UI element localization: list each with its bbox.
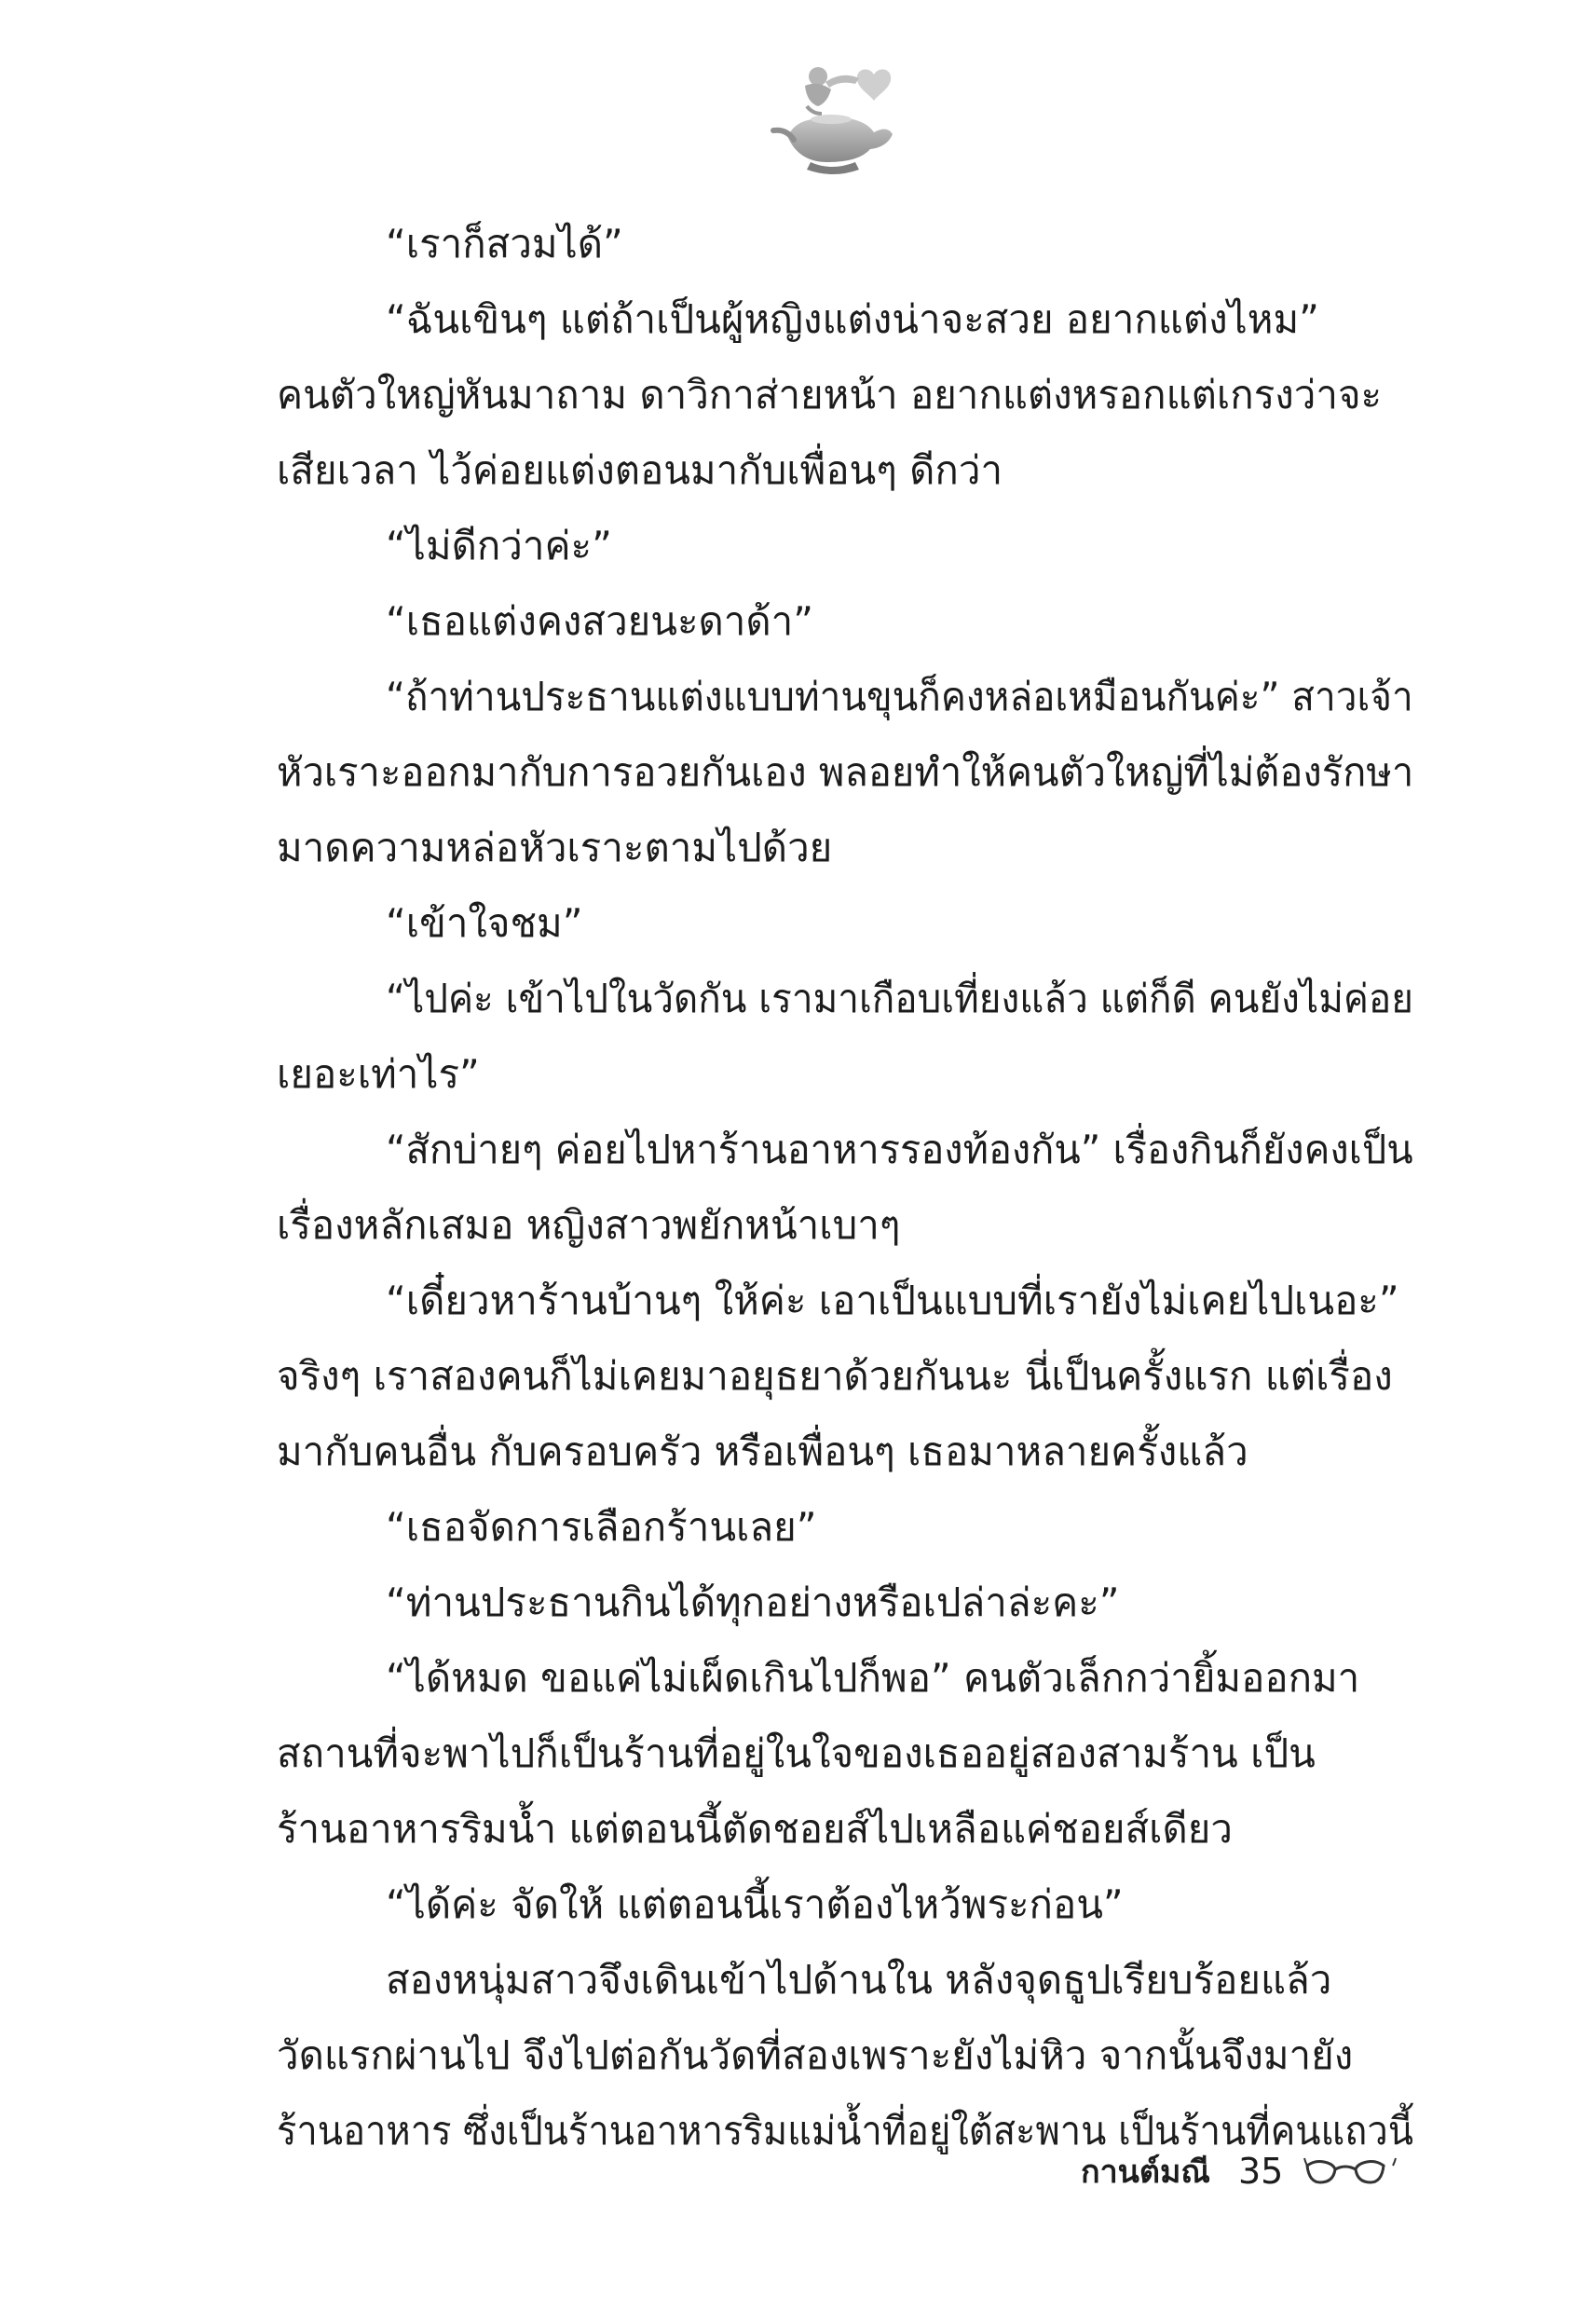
text-line: “เดี๋ยวหาร้านบ้านๆ ให้ค่ะ เอาเป็นแบบที่เรายังไม่เคยไปเนอะ” xyxy=(386,1278,1399,1323)
text-line: “ถ้าท่านประธานแต่งแบบท่านขุนก็คงหล่อเหมือนกันค่ะ” สาวเจ้า xyxy=(386,674,1413,719)
text-line: สองหนุ่มสาวจึงเดินเข้าไปด้านใน หลังจุดธูปเรียบร้อยแล้ว xyxy=(386,1957,1332,2003)
text-line: เรื่องหลักเสมอ หญิงสาวพยักหน้าเบาๆ xyxy=(277,1202,901,1248)
page-footer xyxy=(1081,2143,1397,2199)
text-line: “ไม่ดีกว่าค่ะ” xyxy=(386,523,612,568)
teapot-ornament-icon xyxy=(770,58,909,179)
text-line: “เข้าใจชม” xyxy=(386,900,583,946)
text-line: “ได้ค่ะ จัดให้ แต่ตอนนี้เราต้องไหว้พระก่อน” xyxy=(386,1881,1124,1927)
text-line: “ได้หมด ขอแค่ไม่เผ็ดเกินไปก็พอ” คนตัวเล็กกว่ายิ้มออกมา xyxy=(386,1655,1360,1701)
text-line: เสียเวลา ไว้ค่อยแต่งตอนมากับเพื่อนๆ ดีกว่า xyxy=(277,447,1003,493)
text-line: “เธอจัดการเลือกร้านเลย” xyxy=(386,1504,817,1550)
text-line: “เราก็สวมได้” xyxy=(386,221,623,267)
text-line: ร้านอาหารริมน้ำ แต่ตอนนี้ตัดชอยส์ไปเหลือแค่ชอยส์เดียว xyxy=(277,1806,1233,1852)
text-line: ร้านอาหาร ซึ่งเป็นร้านอาหารริมแม่น้ำที่อยู่ใต้สะพาน เป็นร้านที่คนแถวนี้ xyxy=(277,2108,1414,2154)
text-line: มาดความหล่อหัวเราะตามไปด้วย xyxy=(277,825,833,870)
text-line: “เธอแต่งคงสวยนะดาด้า” xyxy=(386,598,814,644)
text-line: “ไปค่ะ เข้าไปในวัดกัน เรามาเกือบเที่ยงแล้ว แต่ก็ดี คนยังไม่ค่อย xyxy=(386,976,1413,1021)
text-line: จริงๆ เราสองคนก็ไม่เคยมาอยุธยาด้วยกันนะ นี่เป็นครั้งแรก แต่เรื่อง xyxy=(277,1353,1393,1399)
text-line: หัวเราะออกมากับการอวยกันเอง พลอยทำให้คนตัวใหญ่ที่ไม่ต้องรักษา xyxy=(277,749,1414,795)
text-line: “สักบ่ายๆ ค่อยไปหาร้านอาหารรองท้องกัน” เรื่องกินก็ยังคงเป็น xyxy=(386,1127,1413,1172)
text-line: วัดแรกผ่านไป จึงไปต่อกันวัดที่สองเพราะยังไม่หิว จากนั้นจึงมายัง xyxy=(277,2032,1354,2078)
text-line: มากับคนอื่น กับครอบครัว หรือเพื่อนๆ เธอมาหลายครั้งแล้ว xyxy=(277,1429,1248,1474)
text-line: สถานที่จะพาไปก็เป็นร้านที่อยู่ในใจของเธออยู่สองสามร้าน เป็น xyxy=(277,1730,1316,1776)
glasses-icon xyxy=(1303,2153,1397,2190)
text-line: คนตัวใหญ่หันมาถาม ดาวิกาส่ายหน้า อยากแต่งหรอกแต่เกรงว่าจะ xyxy=(277,372,1383,417)
text-line: เยอะเท่าไร” xyxy=(277,1051,480,1097)
book-title: กานต์มณี xyxy=(1081,2154,1210,2191)
page-number: 35 xyxy=(1237,2151,1284,2192)
text-line: “ท่านประธานกินได้ทุกอย่างหรือเปล่าล่ะคะ” xyxy=(386,1579,1120,1625)
text-line: “ฉันเขินๆ แต่ถ้าเป็นผู้หญิงแต่งน่าจะสวย อยากแต่งไหม” xyxy=(386,296,1319,342)
